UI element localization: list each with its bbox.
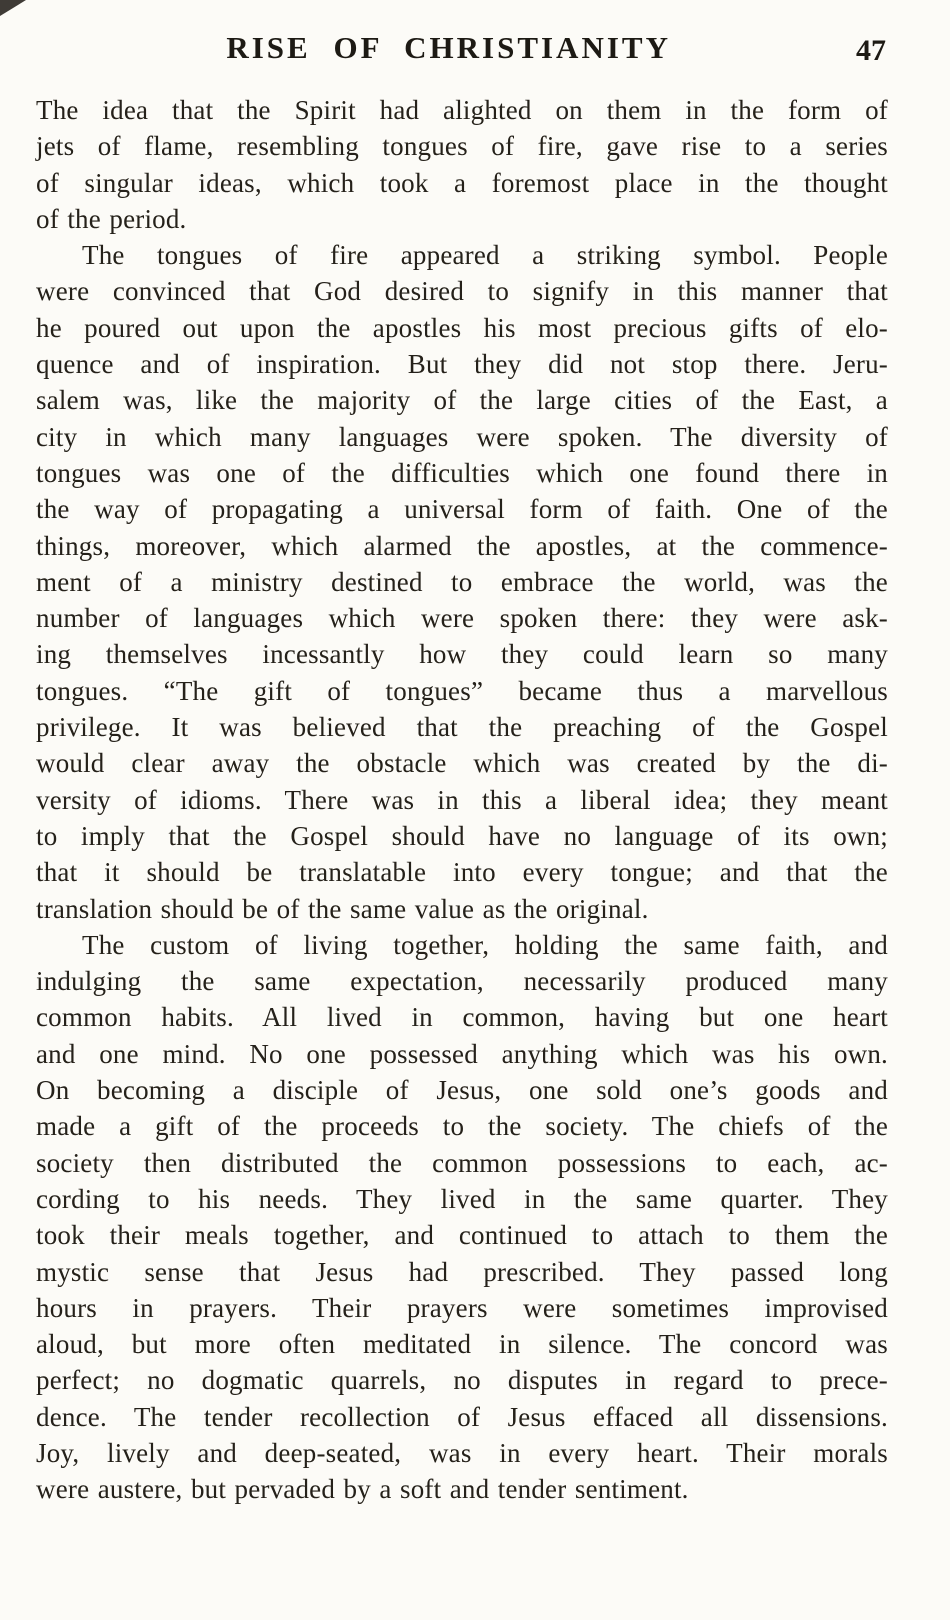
text-line: privilege. It was believed that the preaching of the Gospel (36, 712, 888, 743)
text-line: versity of idioms. There was in this a liberal idea; they meant (36, 784, 888, 815)
text-line: ment of a ministry destined to embrace the world, was the (36, 566, 888, 597)
text-line: The idea that the Spirit had alighted on them in the form of (36, 95, 888, 125)
text-line: were austere, but pervaded by a soft and tender sentiment. (36, 1474, 689, 1505)
text-line: translation should be of the same value as the original. (36, 893, 649, 924)
text-line: of singular ideas, which took a foremost place in the thought (36, 167, 888, 198)
text-line: number of languages which were spoken there: they were ask- (36, 603, 888, 634)
text-line: city in which many languages were spoken. The diversity of (36, 421, 888, 452)
paragraph (36, 92, 888, 237)
text-line: tongues was one of the difficulties which one found there in (36, 457, 888, 488)
page-number: 47 (856, 34, 886, 67)
text-line: he poured out upon the apostles his most precious gifts of elo- (36, 312, 888, 343)
text-line: cording to his needs. They lived in the same quarter. They (36, 1183, 888, 1214)
text-line: The tongues of fire appeared a striking symbol. People (82, 240, 888, 271)
text-line: jets of flame, resembling tongues of fire, gave rise to a series (36, 131, 888, 162)
text-line: society then distributed the common possessions to each, ac- (36, 1147, 888, 1178)
text-line: quence and of inspiration. But they did not stop there. Jeru- (36, 349, 888, 380)
text-line: The custom of living together, holding the same faith, and (82, 929, 888, 960)
text-line: Joy, lively and deep-seated, was in every heart. Their morals (36, 1437, 888, 1468)
text-line: On becoming a disciple of Jesus, one sold one’s goods and (36, 1075, 888, 1106)
text-line: perfect; no dogmatic quarrels, no disputes in regard to prece- (36, 1365, 888, 1396)
text-line: made a gift of the proceeds to the society. The chiefs of the (36, 1111, 888, 1142)
text-line: common habits. All lived in common, having but one heart (36, 1002, 888, 1033)
text-line: salem was, like the majority of the large cities of the East, a (36, 385, 888, 416)
text-line: mystic sense that Jesus had prescribed. They passed long (36, 1256, 888, 1287)
running-head (36, 26, 888, 74)
text-line: took their meals together, and continued to attach to them the (36, 1220, 888, 1251)
text-line: the way of propagating a universal form of faith. One of the (36, 494, 888, 525)
text-line: dence. The tender recollection of Jesus effaced all dissensions. (36, 1401, 888, 1432)
text-line: would clear away the obstacle which was created by the di- (36, 748, 888, 779)
text-line: ing themselves incessantly how they could learn so many (36, 639, 888, 670)
page-body (36, 92, 888, 1508)
text-line: to imply that the Gospel should have no language of its own; (36, 820, 888, 851)
scan-artifact (0, 0, 26, 16)
text-line: that it should be translatable into every tongue; and that the (36, 857, 888, 888)
text-line: things, moreover, which alarmed the apostles, at the commence- (36, 530, 888, 561)
text-line: were convinced that God desired to signify in this manner that (36, 276, 888, 307)
paragraph (36, 927, 888, 1508)
page-title: RISE OF CHRISTIANITY (226, 30, 671, 65)
text-line: of the period. (36, 203, 187, 234)
text-line: and one mind. No one possessed anything which was his own. (36, 1038, 888, 1069)
text-line: hours in prayers. Their prayers were sometimes improvised (36, 1292, 888, 1323)
text-line: indulging the same expectation, necessarily produced many (36, 966, 888, 997)
text-line: tongues. “The gift of tongues” became thus a marvellous (36, 675, 888, 706)
paragraph (36, 237, 888, 927)
text-line: aloud, but more often meditated in silence. The concord was (36, 1329, 888, 1360)
